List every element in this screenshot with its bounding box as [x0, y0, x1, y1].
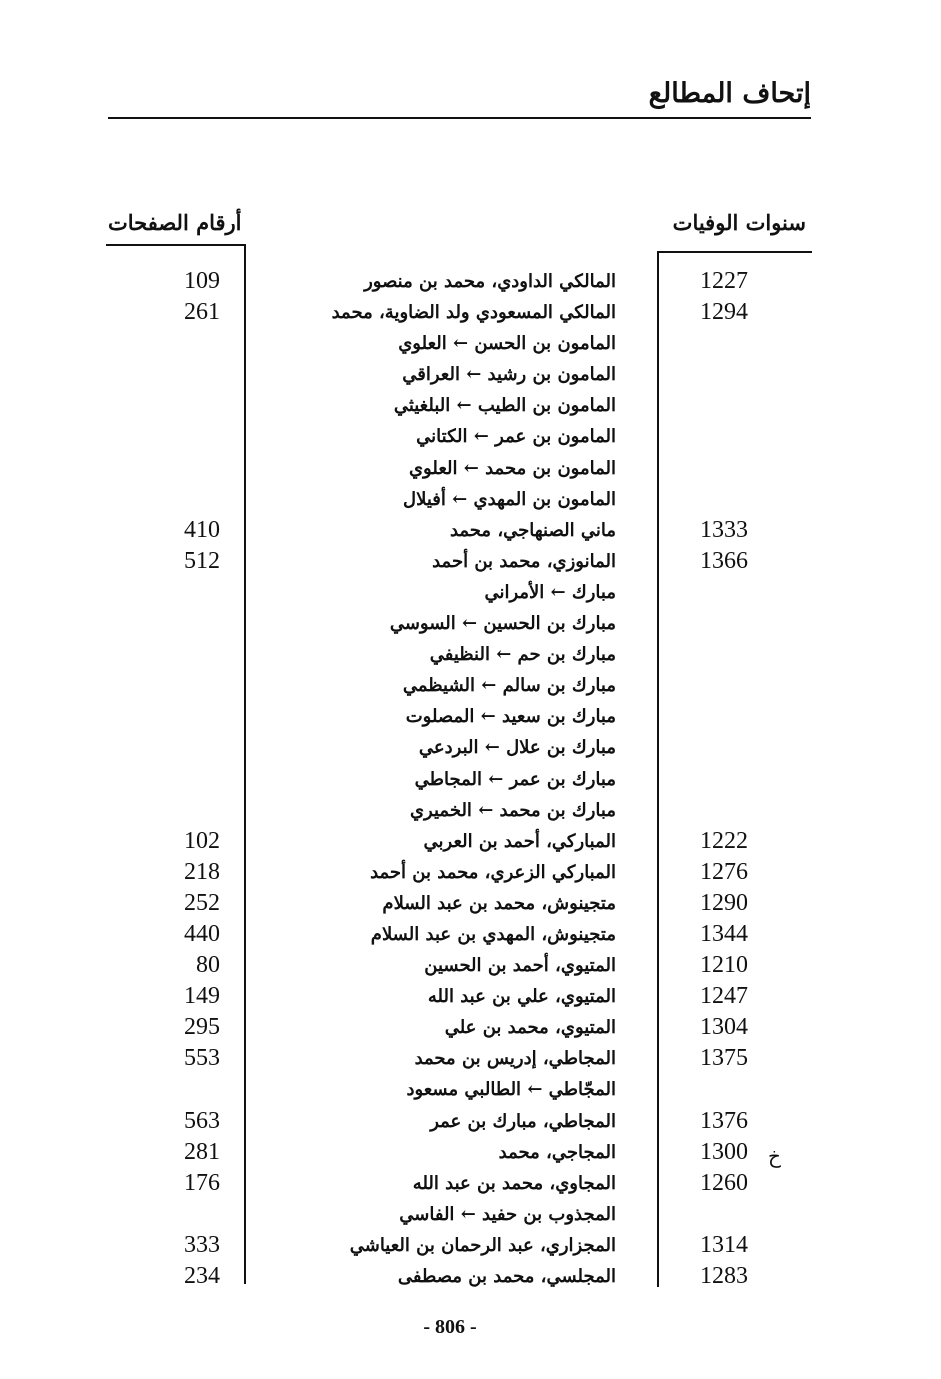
death-year: 1210: [700, 952, 748, 979]
years-column-rule: [657, 251, 812, 253]
entry-name: المجاوي، محمد بن عبد الله: [412, 1172, 616, 1194]
index-entry-row: [0, 390, 941, 421]
death-year: 1283: [700, 1263, 748, 1289]
index-entry-row: [0, 1230, 941, 1261]
death-year: 1276: [700, 858, 748, 885]
page-number: - 806 -: [423, 1316, 477, 1338]
index-entry-row: [0, 546, 941, 577]
years-column-heading: سنوات الوفيات: [672, 210, 806, 235]
page-ref: 333: [184, 1231, 220, 1258]
index-entry-row: [0, 1043, 941, 1074]
death-year: 1227: [700, 268, 748, 294]
pages-column-rule: [106, 244, 246, 246]
index-entry-row: [0, 328, 941, 359]
index-entry-row: [0, 1261, 941, 1292]
entry-name: مبارك بن عمر ← المجاطي: [414, 768, 616, 790]
entry-name: المجاطي، مبارك بن عمر: [430, 1110, 616, 1132]
death-year: 1294: [700, 299, 748, 326]
index-entry-row: [0, 701, 941, 732]
death-year: 1260: [700, 1169, 748, 1196]
index-entry-row: [0, 297, 941, 328]
entry-name: المجاجي، محمد: [498, 1141, 616, 1163]
page-ref: 80: [196, 952, 220, 979]
index-entry-row: [0, 639, 941, 670]
index-entry-row: [0, 453, 941, 484]
entry-name: المالكي المسعودي ولد الضاوية، محمد: [331, 302, 616, 324]
index-entry-row: [0, 950, 941, 981]
entry-name: مبارك بن محمد ← الخميري: [409, 799, 616, 821]
year-mark: خ: [768, 1143, 781, 1168]
pages-column-heading: أرقام الصفحات: [108, 210, 242, 235]
death-year: 1376: [700, 1107, 748, 1134]
entry-name: المتيوي، محمد بن علي: [444, 1017, 616, 1039]
page-ref: 281: [184, 1138, 220, 1165]
index-entry-row: [0, 266, 941, 297]
index-entries: [0, 266, 941, 1292]
index-entry-row: [0, 888, 941, 919]
death-year: 1314: [700, 1231, 748, 1258]
death-year: 1375: [700, 1045, 748, 1072]
death-year: 1247: [700, 983, 748, 1010]
entry-name: المتيوي، أحمد بن الحسين: [424, 955, 616, 977]
entry-name: مبارك ← الأمراني: [484, 581, 616, 603]
index-entry-row: [0, 1106, 941, 1137]
index-entry-row: [0, 608, 941, 639]
entry-name: المامون بن الحسن ← العلوي: [398, 333, 616, 355]
entry-name: ماني الصنهاجي، محمد: [449, 519, 616, 541]
entry-name: المجّاطي ← الطالبي مسعود: [406, 1079, 616, 1101]
index-entry-row: [0, 515, 941, 546]
index-entry-row: [0, 732, 941, 763]
entry-name: مبارك بن الحسين ← السوسي: [389, 613, 616, 635]
entry-name: مبارك بن سعيد ← المصلوت: [405, 706, 616, 728]
page-ref: 512: [184, 547, 220, 574]
entry-name: المامون بن رشيد ← العراقي: [402, 364, 616, 386]
entry-name: المالكي الداودي، محمد بن منصور: [364, 271, 616, 292]
entry-name: المجزاري، عبد الرحمان بن العياشي: [349, 1234, 616, 1256]
death-year: 1300: [700, 1138, 748, 1165]
page-ref: 234: [184, 1263, 220, 1289]
index-entry-row: [0, 421, 941, 452]
index-entry-row: [0, 1012, 941, 1043]
death-year: 1344: [700, 920, 748, 947]
death-year: 1304: [700, 1014, 748, 1041]
entry-name: المتيوي، علي بن عبد الله: [427, 986, 616, 1008]
entry-name: المامون بن عمر ← الكتاني: [416, 426, 616, 448]
page-ref: 563: [184, 1107, 220, 1134]
entry-name: المامون بن المهدي ← أفيلال: [403, 488, 616, 510]
index-entry-row: [0, 1137, 941, 1168]
page-ref: 440: [184, 920, 220, 947]
entry-name: متجينوش، المهدي بن عبد السلام: [370, 923, 616, 945]
index-entry-row: [0, 1199, 941, 1230]
page-ref: 553: [184, 1045, 220, 1072]
index-entry-row: [0, 1074, 941, 1105]
index-entry-row: [0, 981, 941, 1012]
entry-name: مبارك بن علال ← البردعي: [418, 737, 616, 759]
page-ref: 102: [184, 827, 220, 854]
death-year: 1333: [700, 516, 748, 543]
index-entry-row: [0, 795, 941, 826]
entry-name: متجينوش، محمد بن عبد السلام: [382, 892, 616, 914]
entry-name: المامون بن الطيب ← البلغيثي: [393, 395, 616, 417]
entry-name: المجاطي، إدريس بن محمد: [414, 1048, 616, 1070]
index-entry-row: [0, 359, 941, 390]
page-ref: 109: [184, 268, 220, 294]
entry-name: المباركي الزعري، محمد بن أحمد: [370, 861, 616, 883]
death-year: 1222: [700, 827, 748, 854]
index-entry-row: [0, 484, 941, 515]
entry-name: المانوزي، محمد بن أحمد: [432, 550, 616, 572]
page-ref: 176: [184, 1169, 220, 1196]
index-entry-row: [0, 764, 941, 795]
page-ref: 295: [184, 1014, 220, 1041]
index-entry-row: [0, 670, 941, 701]
entry-name: المجلسي، محمد بن مصطفى: [397, 1266, 616, 1287]
entry-name: المامون بن محمد ← العلوي: [408, 457, 616, 479]
index-entry-row: [0, 577, 941, 608]
entry-name: مبارك بن سالم ← الشيظمي: [402, 675, 616, 697]
running-header-title: إتحاف المطالع: [648, 78, 811, 109]
page-ref: 261: [184, 299, 220, 326]
page-ref: 149: [184, 983, 220, 1010]
entry-name: المجذوب بن حفيد ← الفاسي: [399, 1203, 616, 1225]
header-rule: [108, 117, 811, 119]
entry-name: المباركي، أحمد بن العربي: [423, 830, 616, 852]
page-ref: 252: [184, 889, 220, 916]
death-year: 1290: [700, 889, 748, 916]
entry-name: مبارك بن حم ← النظيفي: [429, 644, 616, 666]
page-ref: 410: [184, 516, 220, 543]
index-entry-row: [0, 919, 941, 950]
index-entry-row: [0, 857, 941, 888]
page-ref: 218: [184, 858, 220, 885]
death-year: 1366: [700, 547, 748, 574]
index-entry-row: [0, 1168, 941, 1199]
index-entry-row: [0, 826, 941, 857]
